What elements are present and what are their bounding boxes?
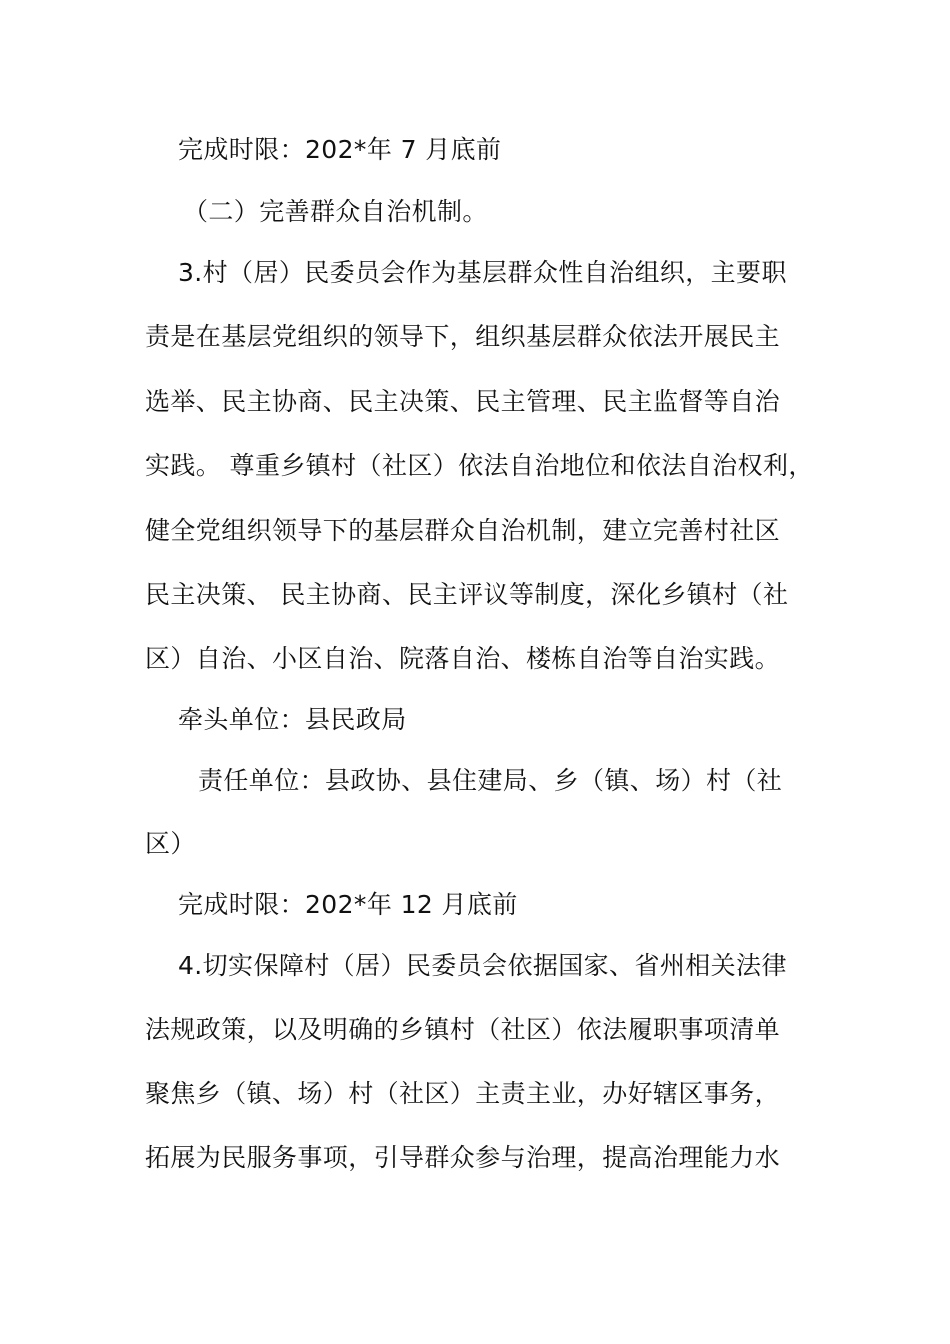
paragraph-4-line-4: 拓展为民服务事项，引导群众参与治理，提高治理能力水: [145, 1143, 781, 1172]
deadline-line-1: 完成时限：202*年 7 月底前: [178, 135, 502, 164]
paragraph-3-line-7: 区）自治、小区自治、院落自治、楼栋自治等自治实践。: [145, 644, 781, 673]
paragraph-4-line-2: 法规政策，以及明确的乡镇村（社区）依法履职事项清单: [145, 1015, 781, 1044]
paragraph-3-line-6: 民主决策、 民主协商、民主评议等制度，深化乡镇村（社: [145, 580, 789, 609]
responsible-unit-line-1: 责任单位：县政协、县住建局、乡（镇、场）村（社: [198, 766, 783, 795]
paragraph-3-line-1: 3.村（居）民委员会作为基层群众性自治组织，主要职: [178, 258, 787, 287]
paragraph-3-line-4: 实践。 尊重乡镇村（社区）依法自治地位和依法自治权利，: [145, 451, 814, 480]
responsible-unit-line-2: 区）: [145, 829, 196, 858]
paragraph-3-line-5: 健全党组织领导下的基层群众自治机制，建立完善村社区: [145, 516, 781, 545]
lead-unit-line: 牵头单位：县民政局: [178, 705, 407, 734]
paragraph-4-line-3: 聚焦乡（镇、场）村（社区）主责主业，办好辖区事务，: [145, 1079, 781, 1108]
paragraph-3-line-3: 选举、民主协商、民主决策、民主管理、民主监督等自治: [145, 387, 781, 416]
deadline-line-2: 完成时限：202*年 12 月底前: [178, 890, 518, 919]
section-heading-2: （二）完善群众自治机制。: [183, 197, 488, 226]
paragraph-4-line-1: 4.切实保障村（居）民委员会依据国家、省州相关法律: [178, 951, 787, 980]
paragraph-3-line-2: 责是在基层党组织的领导下，组织基层群众依法开展民主: [145, 322, 781, 351]
